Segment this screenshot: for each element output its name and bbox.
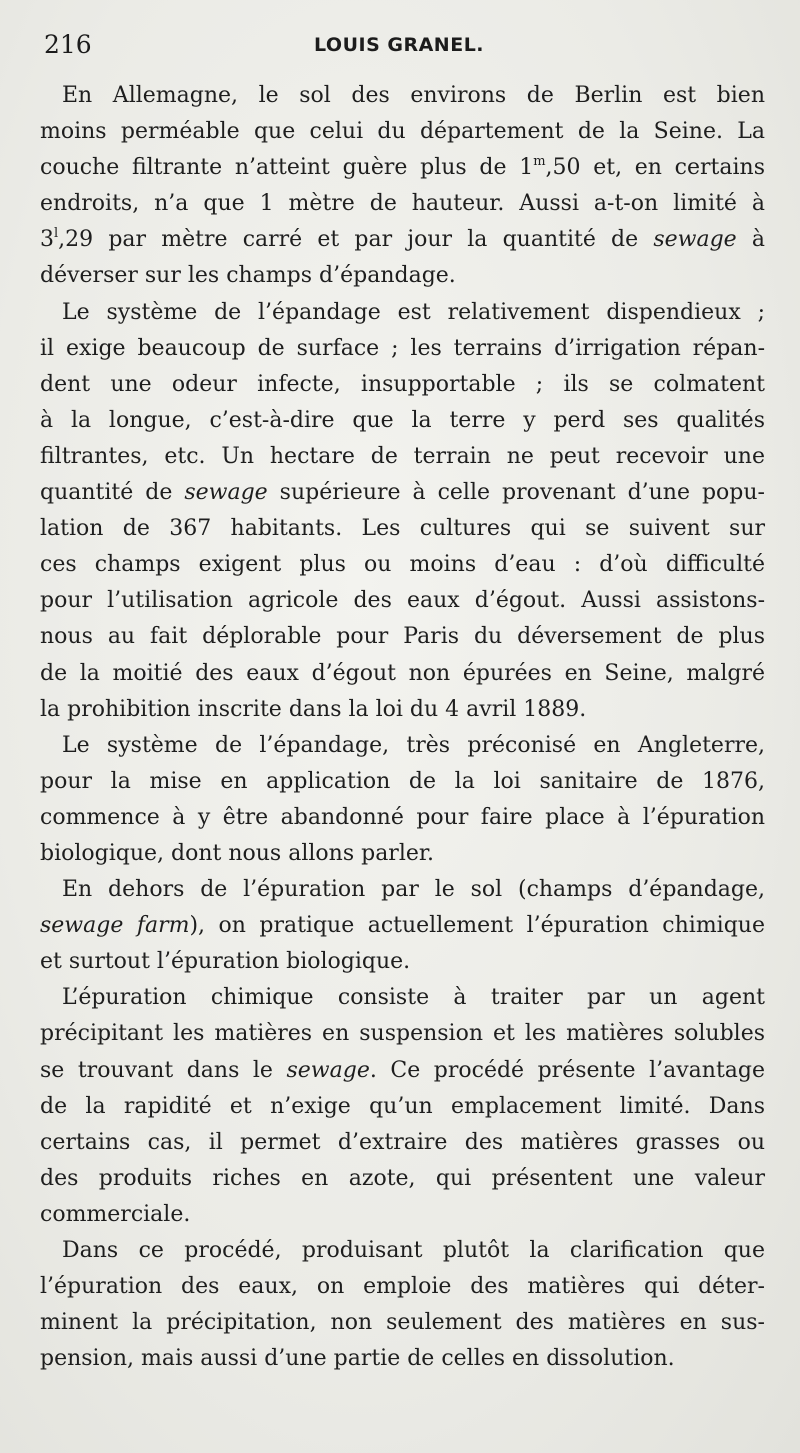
text-segment: ,50 et, en certains bbox=[545, 155, 765, 181]
text-segment: couche filtrante n’atteint guère plus de 1 bbox=[40, 155, 534, 181]
text-segment: à la longue, c’est-à-dire que la terre y perd ses qualités bbox=[40, 407, 765, 433]
text-line bbox=[40, 114, 765, 150]
text-line bbox=[40, 78, 765, 114]
text-segment: de la moitié des eaux d’égout non épurées en Seine, malgré bbox=[40, 660, 765, 686]
text-line bbox=[40, 1053, 765, 1089]
text-line bbox=[40, 258, 765, 294]
paragraph bbox=[40, 728, 765, 872]
text-segment: des produits riches en azote, qui présentent une valeur bbox=[40, 1165, 765, 1191]
paragraph bbox=[40, 1233, 765, 1377]
text-segment: . Ce procédé présente l’avantage bbox=[369, 1057, 766, 1083]
text-line bbox=[40, 1016, 765, 1052]
page-number: 216 bbox=[44, 30, 92, 59]
text-segment: minent la précipitation, non seulement des matières en sus- bbox=[40, 1310, 765, 1336]
text-segment: ,29 par mètre carré et par jour la quantité de bbox=[58, 227, 654, 253]
text-segment: déverser sur les champs d’épandage. bbox=[40, 263, 456, 289]
text-segment: En dehors de l’épuration par le sol (champs d’épandage, bbox=[62, 877, 765, 903]
text-line bbox=[40, 908, 765, 944]
italic-term: sewage bbox=[184, 480, 268, 506]
text-segment: certains cas, il permet d’extraire des matières grasses ou bbox=[40, 1129, 765, 1155]
superscript-unit: m bbox=[533, 154, 546, 170]
text-segment: commerciale. bbox=[40, 1201, 191, 1227]
text-segment: pour la mise en application de la loi sanitaire de 1876, bbox=[40, 768, 765, 794]
paragraph bbox=[40, 78, 765, 295]
text-segment: la prohibition inscrite dans la loi du 4 avril 1889. bbox=[40, 696, 587, 722]
text-line bbox=[40, 1233, 765, 1269]
text-line bbox=[40, 403, 765, 439]
text-segment: lation de 367 habitants. Les cultures qui se suivent sur bbox=[40, 516, 765, 542]
text-segment: dent une odeur infecte, insupportable ; ils se colmatent bbox=[40, 371, 765, 397]
text-line bbox=[40, 367, 765, 403]
text-segment: endroits, n’a que 1 mètre de hauteur. Aussi a-t-on limité à bbox=[40, 191, 765, 217]
text-segment: précipitant les matières en suspension et les matières solubles bbox=[40, 1021, 765, 1047]
text-line bbox=[40, 800, 765, 836]
text-line bbox=[40, 475, 765, 511]
page-header bbox=[44, 28, 760, 68]
italic-term: sewage farm bbox=[40, 913, 190, 939]
text-line bbox=[40, 872, 765, 908]
text-line bbox=[40, 222, 765, 258]
text-line bbox=[40, 331, 765, 367]
text-segment: à bbox=[736, 227, 766, 253]
text-segment: L’épuration chimique consiste à traiter par un agent bbox=[62, 985, 765, 1011]
text-segment: filtrantes, etc. Un hectare de terrain ne peut recevoir une bbox=[40, 443, 765, 469]
text-segment: En Allemagne, le sol des environs de Berlin est bien bbox=[62, 83, 765, 108]
text-line bbox=[40, 836, 765, 872]
text-line bbox=[40, 1161, 765, 1197]
text-segment: l’épuration des eaux, on emploie des matières qui déter- bbox=[40, 1274, 765, 1300]
text-segment: moins perméable que celui du département de la Seine. La bbox=[40, 119, 765, 145]
text-line bbox=[40, 656, 765, 692]
text-segment: et surtout l’épuration biologique. bbox=[40, 949, 411, 975]
text-segment: Le système de l’épandage est relativement dispendieux ; bbox=[62, 299, 765, 325]
text-line bbox=[40, 511, 765, 547]
paragraph bbox=[40, 295, 765, 728]
text-segment: biologique, dont nous allons parler. bbox=[40, 840, 434, 866]
text-line bbox=[40, 619, 765, 655]
text-segment: pour l’utilisation agricole des eaux d’égout. Aussi assistons- bbox=[40, 588, 765, 614]
text-segment: 3 bbox=[40, 227, 54, 253]
text-segment: se trouvant dans le bbox=[40, 1057, 287, 1083]
text-line bbox=[40, 439, 765, 475]
text-segment: de la rapidité et n’exige qu’un emplacement limité. Dans bbox=[40, 1093, 765, 1119]
text-line bbox=[40, 980, 765, 1016]
text-line bbox=[40, 944, 765, 980]
text-line bbox=[40, 728, 765, 764]
italic-term: sewage bbox=[653, 227, 737, 253]
text-line bbox=[40, 1125, 765, 1161]
text-line bbox=[40, 1269, 765, 1305]
text-line bbox=[40, 186, 765, 222]
text-line bbox=[40, 692, 765, 728]
body-text bbox=[40, 78, 765, 1377]
text-segment: il exige beaucoup de surface ; les terrains d’irrigation répan- bbox=[40, 335, 765, 361]
text-line bbox=[40, 1341, 765, 1377]
text-segment: commence à y être abandonné pour faire place à l’épuration bbox=[40, 804, 765, 830]
paragraph bbox=[40, 980, 765, 1233]
text-line bbox=[40, 150, 765, 186]
text-line bbox=[40, 583, 765, 619]
text-segment: Le système de l’épandage, très préconisé en Angleterre, bbox=[62, 732, 765, 758]
text-segment: ces champs exigent plus ou moins d’eau : d’où difficulté bbox=[40, 552, 765, 578]
text-segment: ), on pratique actuellement l’épuration chimique bbox=[189, 913, 765, 939]
text-line bbox=[40, 1305, 765, 1341]
text-line bbox=[40, 547, 765, 583]
italic-term: sewage bbox=[286, 1057, 370, 1083]
text-line bbox=[40, 764, 765, 800]
text-line bbox=[40, 295, 765, 331]
text-segment: nous au fait déplorable pour Paris du déversement de plus bbox=[40, 624, 765, 650]
text-segment: Dans ce procédé, produisant plutôt la clarification que bbox=[62, 1238, 765, 1263]
text-segment: pension, mais aussi d’une partie de celles en dissolution. bbox=[40, 1346, 675, 1372]
text-line bbox=[40, 1197, 765, 1233]
text-line bbox=[40, 1089, 765, 1125]
text-segment: quantité de bbox=[40, 480, 185, 506]
paragraph bbox=[40, 872, 765, 980]
running-head: LOUIS GRANEL. bbox=[314, 34, 485, 56]
text-segment: supérieure à celle provenant d’une popu- bbox=[267, 480, 765, 506]
superscript-unit: l bbox=[54, 226, 59, 242]
